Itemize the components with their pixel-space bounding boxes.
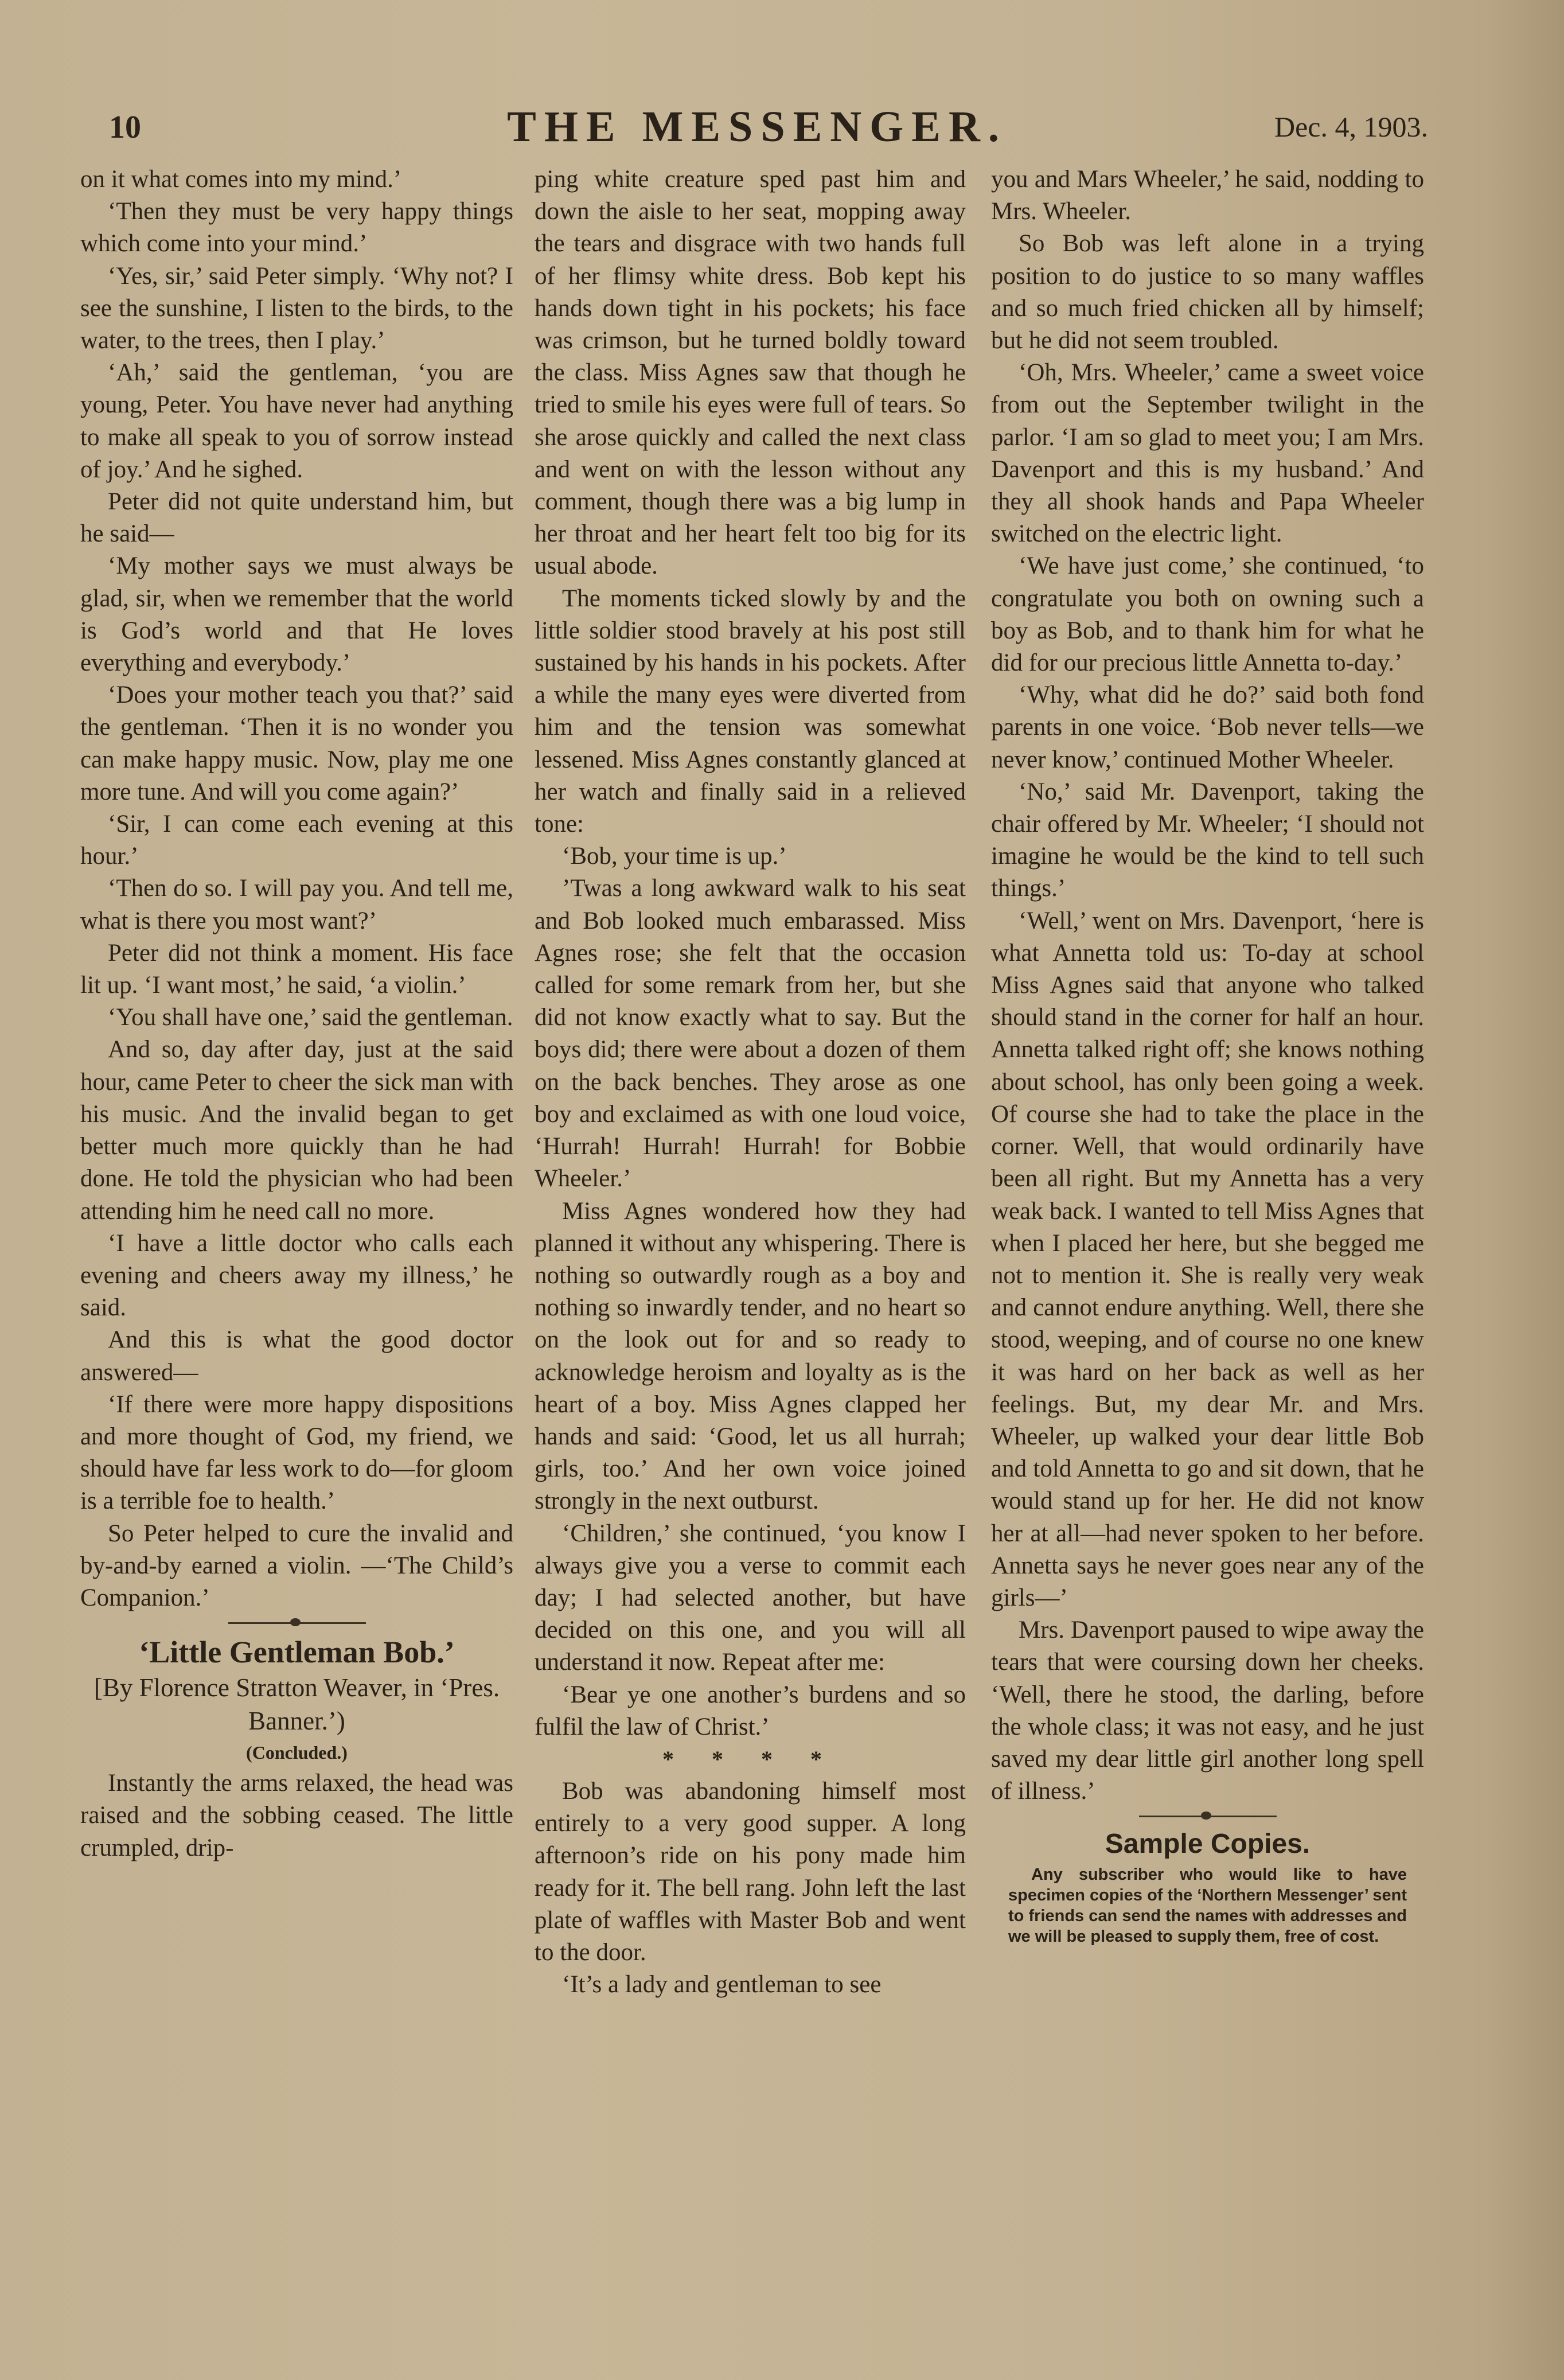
paragraph: ‘Well,’ went on Mrs. Davenport, ‘here is what Annetta told us: To-day at school Miss Agnes said that anyone who talked should stand in the corner for half an hour. Annetta talked right off; she knows nothing about school, has only been going a week. Of course she had to take the place in the corner. Well, that would ordinarily have been all right. But my Annetta has a very weak back. I wanted to tell Miss Agnes that when I placed her here, but she begged me not to mention it. She is really very weak and cannot endure anything. Well, there she stood, weeping, and of course no one knew it was hard on her back as well as her feelings. But, my dear Mr. and Mrs. Wheeler, up walked your dear little Bob and told Annetta to go and sit down, that he would stand up for her. He did not know her at all—had never spoken to her before. Annetta says he never goes near any of the girls—’	[991, 907, 1424, 1611]
paragraph: ‘My mother says we must always be glad, sir, when we remember that the world is God’s world and that He loves everything and everybody.’	[80, 552, 513, 677]
paragraph: on it what comes into my mind.’	[80, 166, 402, 193]
notice-body: Any subscriber who would like to have specimen copies of the ‘Northern Messenger’ sent to friends can send the names with addresses and we will be pleased to supply them, free of cost.	[1008, 1865, 1407, 1946]
paragraph: So Peter helped to cure the invalid and by-and-by earned a violin. —‘The Child’s Companion.’	[80, 1520, 513, 1611]
paragraph: ‘It’s a lady and gentleman to see	[562, 1971, 882, 1999]
paragraph: ‘No,’ said Mr. Davenport, taking the chair offered by Mr. Wheeler; ‘I should not imagine he would be the kind to tell such things.’	[991, 778, 1424, 902]
paragraph: Instantly the arms relaxed, the head was raised and the sobbing ceased. The little crumpled, drip-	[80, 1770, 513, 1861]
paragraph: Miss Agnes wondered how they had planned it without any whispering. There is nothing so outwardly rough as a boy and nothing so inwardly tender, and no heart so on the look out for and so ready to acknowledge heroism and loyalty as is the heart of a boy. Miss Agnes clapped her hands and said: ‘Good, let us all hurrah; girls, too.’ And her own voice joined strongly in the next outburst.	[535, 1197, 966, 1515]
paragraph: ping white creature sped past him and down the aisle to her seat, mopping away the tears and disgrace with two hands full of her flimsy white dress. Bob kept his hands down tight in his pockets; his face was crimson, but he turned boldly toward the class. Miss Agnes saw that though he tried to smile his eyes were full of tears. So she arose quickly and called the next class and went on with the lesson without any comment, though there was a big lump in her throat and her heart felt too big for its usual abode.	[535, 166, 966, 580]
paragraph: ‘Why, what did he do?’ said both fond parents in one voice. ‘Bob never tells—we never know,’ continued Mother Wheeler.	[991, 681, 1424, 773]
paragraph: Mrs. Davenport paused to wipe away the tears that were coursing down her cheeks. ‘Well, there he stood, the darling, before the whole class; it was not easy, and he just saved my dear little girl another long spell of illness.’	[991, 1616, 1424, 1805]
paragraph: ‘Then they must be very happy things which come into your mind.’	[80, 198, 513, 258]
section-break-stars: * * * *	[662, 1746, 838, 1772]
paragraph: ‘Ah,’ said the gentleman, ‘you are young, Peter. You have never had anything to make all speak to you of sorrow instead of joy.’ And he sighed.	[80, 359, 513, 483]
paragraph: And so, day after day, just at the said hour, came Peter to cheer the sick man with his music. And the invalid began to get better much more quickly than he had done. He told the physician who had been attending him he need call no more.	[80, 1036, 513, 1225]
paragraph: ‘We have just come,’ she continued, ‘to congratulate you both on owning such a boy as Bob, and to thank him for what he did for our precious little Annetta to-day.’	[991, 552, 1424, 677]
article-title: ‘Little Gentleman Bob.’	[139, 1635, 455, 1670]
paragraph: ‘I have a little doctor who calls each evening and cheers away my illness,’ he said.	[80, 1229, 513, 1322]
paragraph: ‘If there were more happy dispositions and more thought of God, my friend, we should have far less work to do—for gloom is a terrible foe to health.’	[80, 1390, 513, 1515]
paragraph: ‘Then do so. I will pay you. And tell me, what is there you most want?’	[80, 875, 513, 934]
paragraph: ‘Yes, sir,’ said Peter simply. ‘Why not? I see the sunshine, I listen to the birds, to the water, to the trees, then I play.’	[80, 262, 513, 355]
section-divider	[1139, 1816, 1277, 1821]
paragraph: ‘You shall have one,’ said the gentleman.	[108, 1004, 513, 1031]
column-3	[991, 163, 1424, 1947]
page-header	[86, 98, 1428, 161]
paragraph: ‘Oh, Mrs. Wheeler,’ came a sweet voice from out the September twilight in the parlor. ‘I am so glad to meet you; I am Mrs. Davenport and this is my husband.’ And they all shook hands and Papa Wheeler switched on the electric light.	[991, 359, 1424, 548]
paragraph: And this is what the good doctor answered—	[80, 1326, 513, 1386]
section-divider	[228, 1622, 366, 1627]
column-2	[535, 163, 966, 2001]
paragraph: you and Mars Wheeler,’ he said, nodding to Mrs. Wheeler.	[991, 166, 1424, 225]
masthead-title: THE MESSENGER.	[507, 103, 1007, 151]
paragraph: ’Twas a long awkward walk to his seat and Bob looked much embarassed. Miss Agnes rose; she felt that the occasion called for some remark from her, but she did not know exactly what to say. But the boys did; there were about a dozen of them on the back benches. They arose as one boy and exclaimed as with one loud voice, ‘Hurrah! Hurrah! Hurrah! for Bobbie Wheeler.’	[535, 875, 966, 1193]
paragraph: The moments ticked slowly by and the little soldier stood bravely at his post still sustained by his hands in his pockets. After a while the many eyes were diverted from him and the tension was somewhat lessened. Miss Agnes constantly glanced at her watch and finally said in a relieved tone:	[535, 585, 966, 838]
paragraph: ‘Bear ye one another’s burdens and so fulfil the law of Christ.’	[535, 1681, 966, 1740]
concluded-note: (Concluded.)	[246, 1742, 348, 1763]
paragraph: Bob was abandoning himself most entirely to a very good supper. A long afternoon’s ride on his pony made him ready for it. The bell rang. John left the last plate of waffles with Master Bob and went to the door.	[535, 1777, 966, 1966]
paragraph: ‘Children,’ she continued, ‘you know I always give you a verse to commit each day; I had selected another, but have decided on this one, and you will all understand it now. Repeat after me:	[535, 1520, 966, 1676]
paragraph: ‘Sir, I can come each evening at this hour.’	[80, 811, 513, 870]
issue-date: Dec. 4, 1903.	[1274, 111, 1428, 143]
article-byline: [By Florence Stratton Weaver, in ‘Pres. Banner.’)	[93, 1673, 500, 1736]
paragraph: ‘Does your mother teach you that?’ said the gentleman. ‘Then it is no wonder you can make happy music. Now, play me one more tune. And will you come again?’	[80, 681, 513, 805]
notice-title: Sample Copies.	[1105, 1829, 1311, 1860]
paragraph: So Bob was left alone in a trying position to do justice to so many waffles and so much fried chicken all by himself; but he did not seem troubled.	[991, 230, 1424, 355]
page-number: 10	[109, 110, 141, 145]
paragraph: Peter did not quite understand him, but he said—	[80, 488, 513, 548]
column-1	[80, 163, 513, 1864]
paragraph: ‘Bob, your time is up.’	[562, 843, 787, 870]
paragraph: Peter did not think a moment. His face lit up. ‘I want most,’ he said, ‘a violin.’	[80, 939, 513, 999]
